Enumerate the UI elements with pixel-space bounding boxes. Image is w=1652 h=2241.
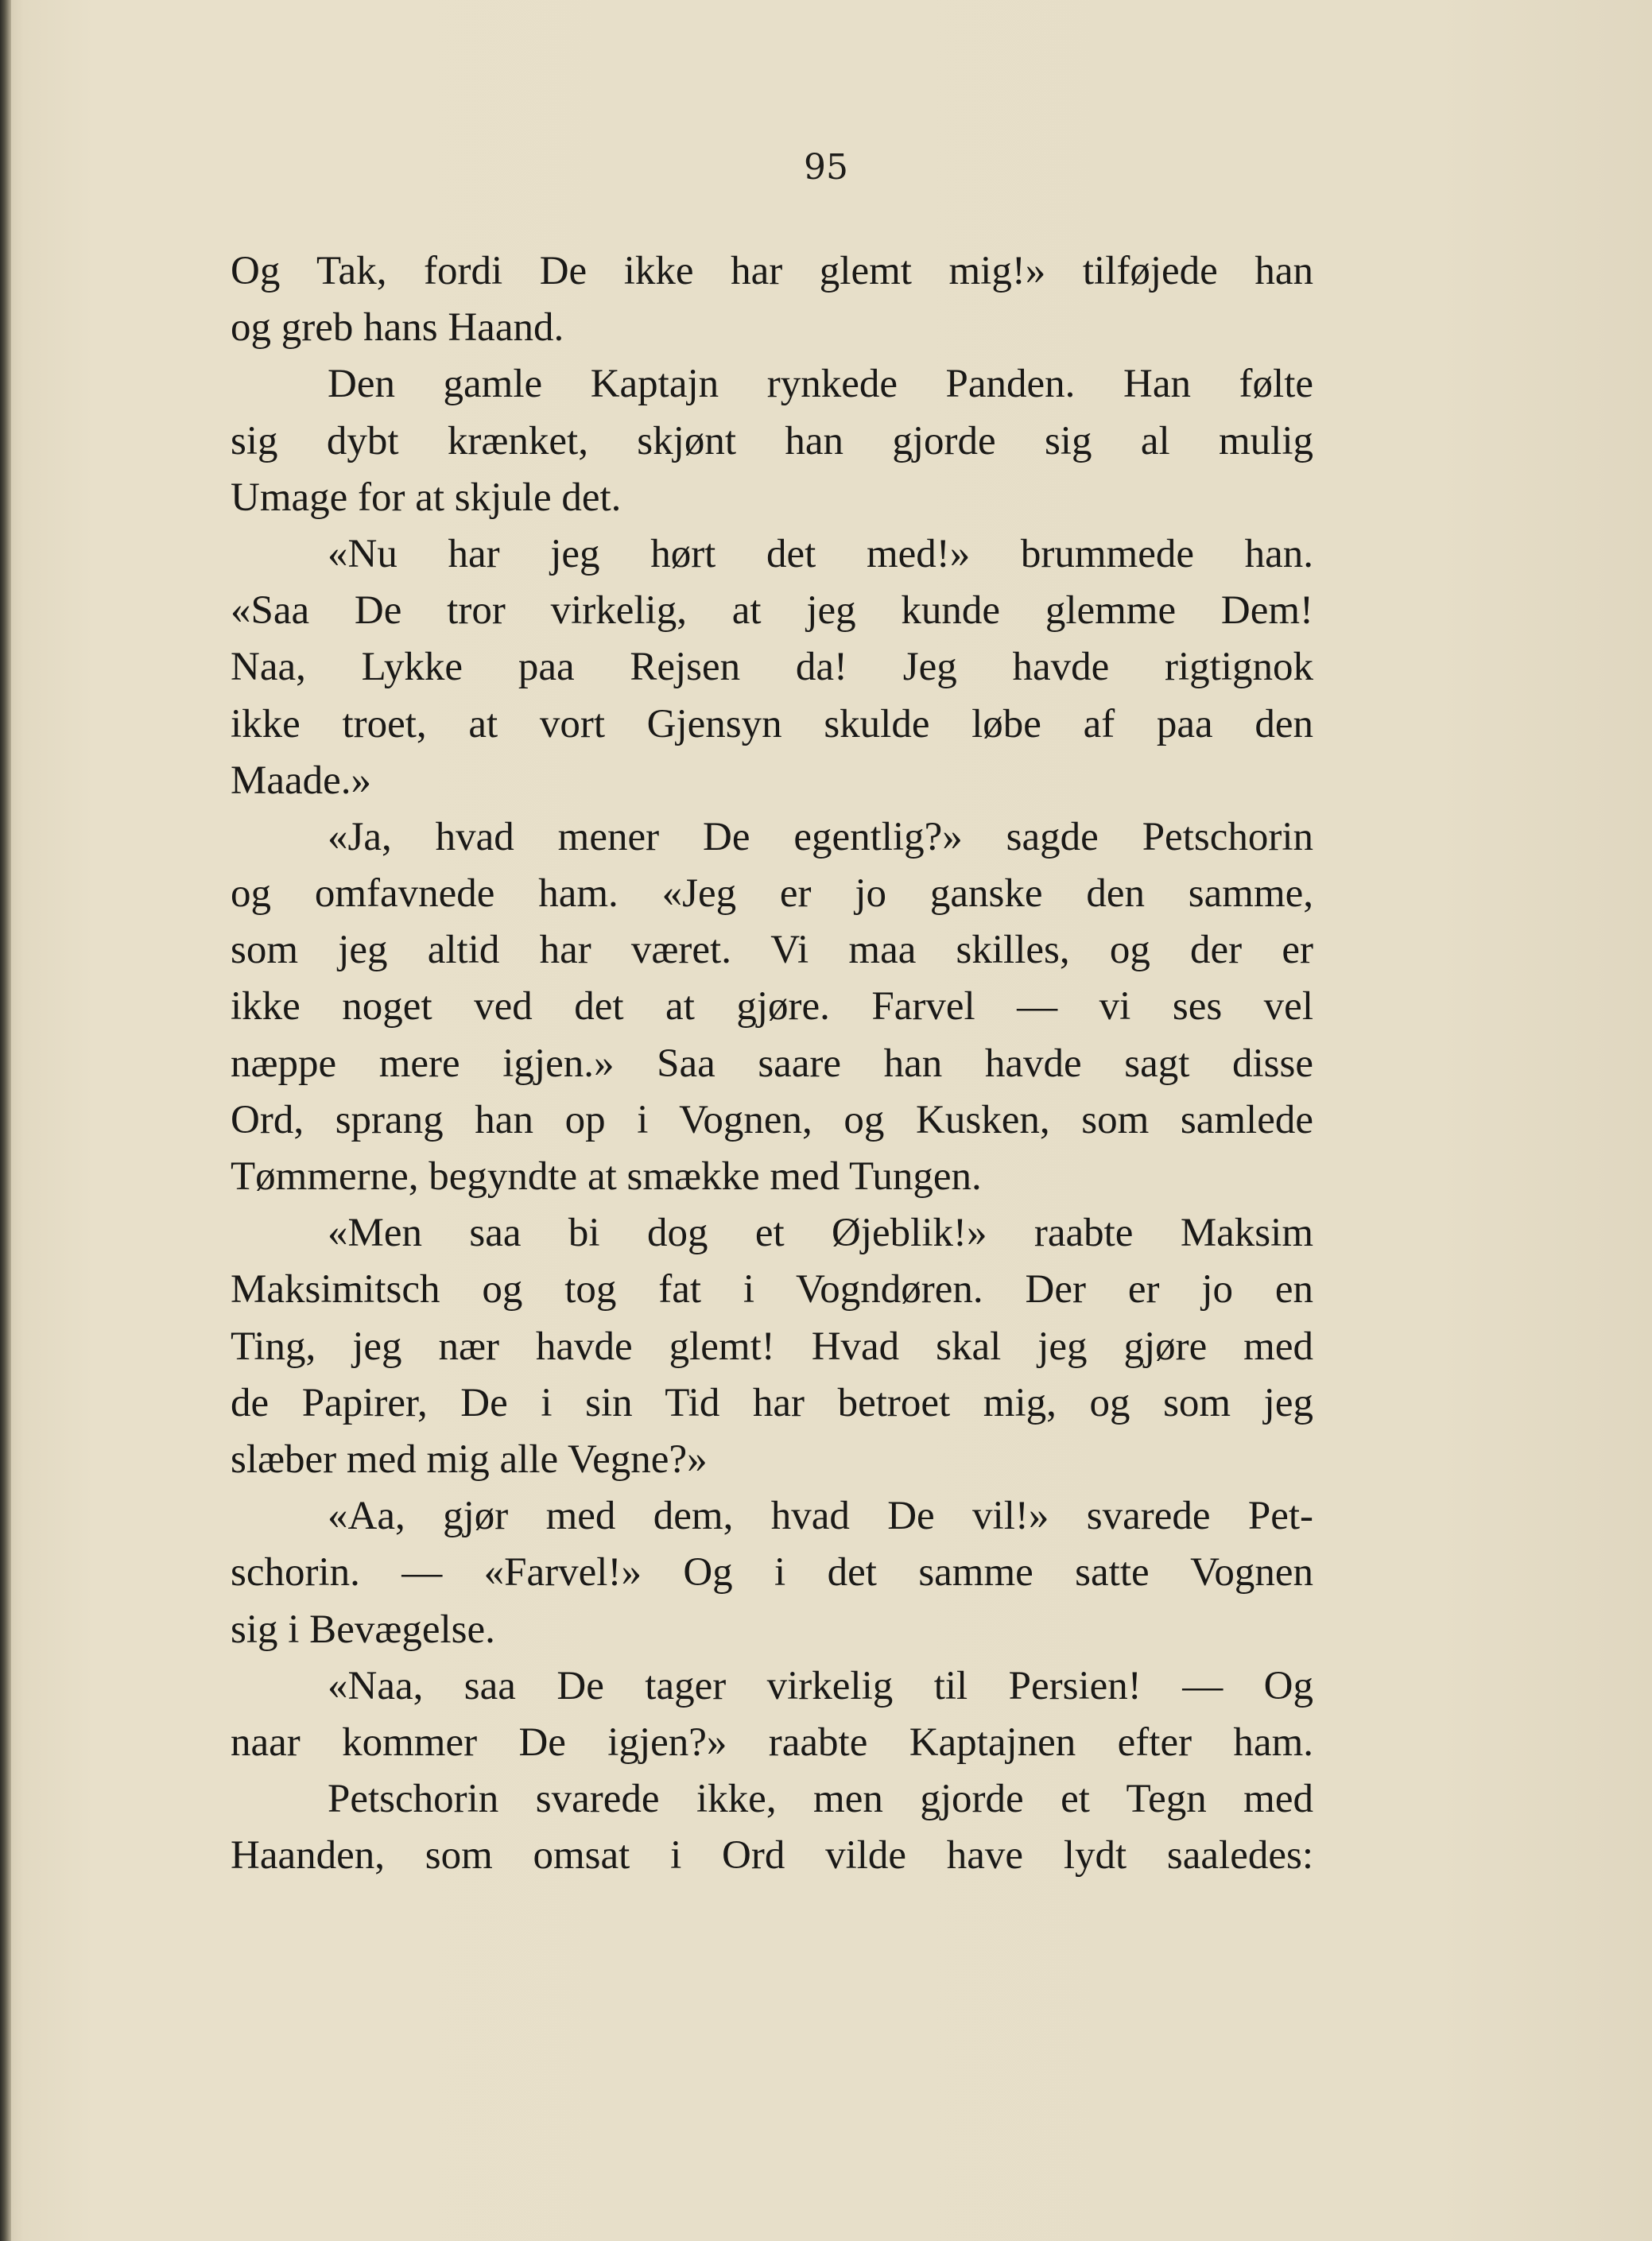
body-text (231, 243, 1313, 1884)
text-line: «Nu har jeg hørt det med!» brummede han. (328, 531, 1313, 576)
text-line: Naa, Lykke paa Rejsen da! Jeg havde rigtignok (231, 645, 1313, 690)
text-line: slæber med mig alle Vegne?» (231, 1436, 708, 1482)
text-line: naar kommer De igjen?» raabte Kaptajnen efter ham. (231, 1720, 1313, 1765)
text-line: og greb hans Haand. (231, 305, 564, 351)
text-line: «Saa De tror virkelig, at jeg kunde glemme Dem! (231, 588, 1313, 634)
text-line: Maksimitsch og tog fat i Vogndøren. Der er jo en (231, 1267, 1313, 1312)
text-line: Umage for at skjule det. (231, 475, 622, 520)
text-line: Den gamle Kaptajn rynkede Panden. Han følte (328, 362, 1313, 407)
page-gutter-edge (0, 0, 11, 2241)
text-line: Tømmerne, begyndte at smække med Tungen. (231, 1154, 982, 1199)
text-line: «Ja, hvad mener De egentlig?» sagde Petschorin (328, 814, 1313, 859)
text-line: sig dybt krænket, skjønt han gjorde sig al mulig (231, 418, 1313, 463)
text-line: næppe mere igjen.» Saa saare han havde sagt disse (231, 1041, 1313, 1086)
text-line: schorin. — «Farvel!» Og i det samme satte Vognen (231, 1550, 1313, 1595)
text-line: Petschorin svarede ikke, men gjorde et Tegn med (328, 1777, 1313, 1822)
text-line: «Aa, gjør med dem, hvad De vil!» svarede Pet- (328, 1494, 1313, 1539)
text-line: Maade.» (231, 758, 372, 803)
text-line: Haanden, som omsat i Ord vilde have lydt saaledes: (231, 1833, 1313, 1878)
text-line: og omfavnede ham. «Jeg er jo ganske den samme, (231, 871, 1313, 917)
text-line: ikke noget ved det at gjøre. Farvel — vi ses vel (231, 984, 1313, 1029)
text-line: sig i Bevægelse. (231, 1607, 495, 1652)
text-line: ikke troet, at vort Gjensyn skulde løbe af paa den (231, 701, 1313, 746)
page-number: 95 (804, 147, 848, 188)
text-line: «Men saa bi dog et Øjeblik!» raabte Maksim (328, 1211, 1313, 1256)
text-line: de Papirer, De i sin Tid har betroet mig, og som jeg (231, 1380, 1313, 1425)
text-line: Ting, jeg nær havde glemt! Hvad skal jeg gjøre med (231, 1324, 1313, 1369)
text-line: Ord, sprang han op i Vognen, og Kusken, som samlede (231, 1097, 1313, 1142)
text-line: «Naa, saa De tager virkelig til Persien! — Og (328, 1663, 1313, 1708)
text-line: Og Tak, fordi De ikke har glemt mig!» tilføjede han (231, 249, 1313, 293)
text-line: som jeg altid har været. Vi maa skilles, og der er (231, 928, 1313, 973)
